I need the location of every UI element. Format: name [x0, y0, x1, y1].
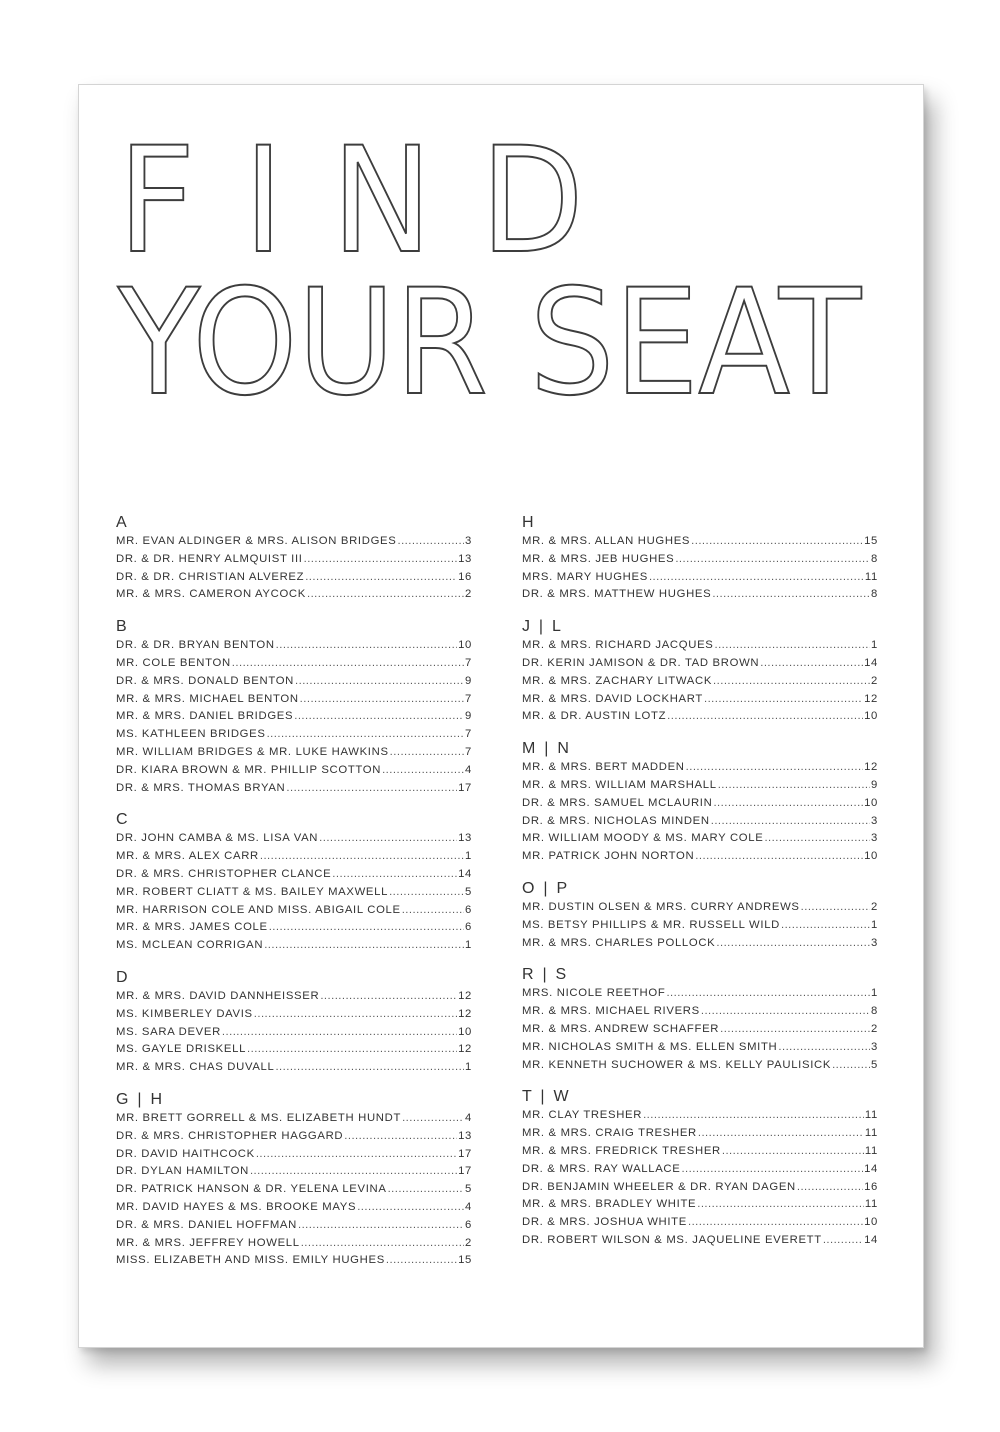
guest-name: DR. & DR. BRYAN BENTON: [116, 639, 275, 652]
dot-leader: [649, 569, 864, 587]
guest-row: [522, 533, 878, 551]
guest-name: MR. & MRS. ALLAN HUGHES: [522, 535, 691, 547]
guest-row: [522, 569, 878, 587]
dot-leader: [716, 935, 870, 953]
guest-row: [522, 1232, 878, 1250]
dot-leader: [304, 551, 457, 569]
guest-row: [522, 1003, 878, 1021]
guest-name: MR. NICHOLAS SMITH & MS. ELLEN SMITH: [522, 1040, 778, 1053]
guest-name: DR. & MRS. DONALD BENTON: [116, 674, 295, 687]
guest-name: MR. & MRS. RICHARD JACQUES: [522, 639, 714, 652]
letter-section: [522, 965, 878, 1074]
dot-leader: [320, 988, 457, 1006]
guest-name: DR. BENJAMIN WHEELER & DR. RYAN DAGEN: [522, 1180, 796, 1193]
guest-row: [116, 866, 472, 884]
guest-row: [116, 1199, 472, 1217]
guest-row: [116, 744, 472, 762]
guest-name: MR. BRETT GORRELL & MS. ELIZABETH HUNDT: [116, 1111, 402, 1124]
table-number: 13: [458, 552, 472, 565]
dot-leader: [722, 1143, 864, 1161]
guest-row: [522, 1161, 878, 1179]
dot-leader: [697, 1196, 864, 1214]
section-letter-heading: T | W: [522, 1088, 571, 1106]
guest-name: MR. & MRS. CAMERON AYCOCK: [116, 588, 306, 601]
table-number: 1: [871, 639, 878, 652]
guest-row: [116, 1006, 472, 1024]
guest-row: [116, 708, 472, 726]
guest-row: [522, 1125, 878, 1143]
dot-leader: [390, 744, 464, 762]
dot-leader: [675, 551, 870, 569]
dot-leader: [760, 655, 863, 673]
dot-leader: [254, 1006, 457, 1024]
section-letter-heading: B: [116, 618, 129, 636]
table-number: 5: [465, 1183, 472, 1196]
guest-row: [522, 985, 878, 1003]
table-number: 1: [871, 987, 878, 1000]
section-letter-heading: D: [116, 968, 130, 986]
letter-section: [116, 513, 472, 604]
guest-row: [116, 1163, 472, 1181]
dot-leader: [698, 1125, 864, 1143]
guest-row: [116, 1041, 472, 1059]
guest-name: DR. JOHN CAMBA & MS. LISA VAN: [116, 832, 319, 845]
table-number: 11: [864, 1127, 878, 1140]
table-number: 8: [871, 1005, 878, 1018]
section-letter-heading: R | S: [522, 966, 569, 984]
dot-leader: [305, 569, 457, 587]
guest-name: DR. & MRS. CHRISTOPHER HAGGARD: [116, 1129, 344, 1142]
dot-leader: [715, 637, 871, 655]
dot-leader: [704, 691, 863, 709]
table-number: 1: [465, 1061, 472, 1074]
guest-row: [116, 1217, 472, 1235]
dot-leader: [713, 673, 870, 691]
letter-section: [522, 513, 878, 604]
dot-leader: [307, 586, 464, 604]
guest-row: [116, 551, 472, 569]
guest-row: [116, 762, 472, 780]
dot-leader: [386, 1252, 457, 1270]
table-number: 2: [871, 1022, 878, 1035]
title-line-find: FIND: [118, 116, 633, 286]
section-letter-heading: J | L: [522, 618, 564, 636]
table-number: 3: [871, 936, 878, 949]
guest-name: MR. DAVID HAYES & MS. BROOKE MAYS: [116, 1200, 357, 1213]
dot-leader: [276, 637, 457, 655]
table-number: 7: [465, 656, 472, 669]
dot-leader: [389, 884, 464, 902]
dot-leader: [275, 1059, 464, 1077]
guest-name: MISS. ELIZABETH AND MISS. EMILY HUGHES: [116, 1254, 385, 1267]
guest-name: MS. BETSY PHILLIPS & MR. RUSSELL WILD: [522, 918, 780, 931]
guest-name: MS. KATHLEEN BRIDGES: [116, 728, 266, 741]
guest-row: [116, 937, 472, 955]
guest-row: [522, 637, 878, 655]
table-number: 7: [465, 745, 472, 758]
dot-leader: [264, 937, 464, 955]
guest-name: MR. KENNETH SUCHOWER & MS. KELLY PAULISICK: [522, 1058, 832, 1071]
table-number: 8: [871, 552, 878, 565]
guest-name: MR. & MRS. MICHAEL RIVERS: [522, 1005, 700, 1018]
guest-row: [522, 708, 878, 726]
dot-leader: [801, 899, 870, 917]
guest-name: MR. & MRS. ANDREW SCHAFFER: [522, 1022, 720, 1035]
table-number: 8: [871, 588, 878, 601]
guest-row: [116, 988, 472, 1006]
guest-row: [116, 848, 472, 866]
guest-name: DR. DYLAN HAMILTON: [116, 1165, 249, 1178]
guest-name: MS. GAYLE DRISKELL: [116, 1043, 247, 1056]
dot-leader: [712, 586, 870, 604]
table-number: 17: [458, 1165, 472, 1178]
guest-name: DR. & MRS. DANIEL HOFFMAN: [116, 1218, 297, 1231]
guest-name: MR. HARRISON COLE AND MISS. ABIGAIL COLE: [116, 903, 401, 916]
guest-name: MR. COLE BENTON: [116, 656, 231, 669]
table-number: 2: [465, 588, 472, 601]
table-number: 11: [864, 1144, 878, 1157]
dot-leader: [402, 1110, 464, 1128]
guest-name: DR. & MRS. THOMAS BRYAN: [116, 781, 286, 794]
dot-leader: [688, 1214, 863, 1232]
guest-row: [522, 673, 878, 691]
dot-leader: [260, 848, 464, 866]
guest-name: MR. & MRS. WILLIAM MARSHALL: [522, 778, 717, 791]
guest-row: [116, 586, 472, 604]
table-number: 12: [458, 1007, 472, 1020]
dot-leader: [666, 985, 870, 1003]
table-number: 15: [458, 1254, 472, 1267]
table-number: 9: [465, 674, 472, 687]
guest-row: [116, 1110, 472, 1128]
letter-section: [522, 1087, 878, 1249]
dot-leader: [797, 1179, 863, 1197]
table-number: 11: [864, 570, 878, 583]
guest-name: DR. & DR. CHRISTIAN ALVEREZ: [116, 570, 305, 583]
table-number: 9: [465, 710, 472, 723]
dot-leader: [298, 1217, 464, 1235]
guest-row: [522, 813, 878, 831]
guest-row: [522, 935, 878, 953]
guest-name: DR. & MRS. RAY WALLACE: [522, 1162, 681, 1175]
dot-leader: [713, 795, 863, 813]
table-number: 6: [465, 1218, 472, 1231]
letter-section: [116, 1090, 472, 1270]
dot-leader: [357, 1199, 464, 1217]
letter-section: [116, 617, 472, 797]
guest-name: MR. & MRS. JEFFREY HOWELL: [116, 1236, 300, 1249]
table-number: 10: [864, 1216, 878, 1229]
guest-row: [116, 1235, 472, 1253]
section-letter-heading: H: [522, 514, 536, 531]
guest-row: [522, 551, 878, 569]
table-number: 2: [465, 1236, 472, 1249]
dot-leader: [332, 866, 457, 884]
dot-leader: [764, 830, 870, 848]
dot-leader: [301, 1235, 464, 1253]
section-letter-heading: G | H: [116, 1090, 165, 1108]
dot-leader: [397, 533, 464, 551]
table-number: 12: [864, 761, 878, 774]
guest-name: MR. WILLIAM BRIDGES & MR. LUKE HAWKINS: [116, 745, 389, 758]
table-number: 17: [458, 1147, 472, 1160]
dot-leader: [402, 902, 464, 920]
table-number: 11: [864, 1198, 878, 1211]
table-number: 3: [871, 814, 878, 827]
table-number: 15: [864, 535, 878, 547]
guest-name: MR. & MRS. DANIEL BRIDGES: [116, 710, 294, 723]
table-number: 5: [465, 885, 472, 898]
guest-name: MR. & DR. AUSTIN LOTZ: [522, 710, 667, 723]
guest-row: [522, 795, 878, 813]
guest-name: DR. ROBERT WILSON & MS. JAQUELINE EVERETT: [522, 1233, 822, 1246]
table-number: 1: [871, 918, 878, 931]
guest-name: MR. & MRS. MICHAEL BENTON: [116, 692, 299, 705]
guest-row: [116, 1252, 472, 1270]
guest-row: [522, 655, 878, 673]
guest-name: DR. & MRS. JOSHUA WHITE: [522, 1216, 687, 1229]
table-number: 2: [871, 900, 878, 913]
guest-name: MS. KIMBERLEY DAVIS: [116, 1007, 253, 1020]
table-number: 10: [458, 639, 472, 652]
guest-row: [116, 780, 472, 798]
guest-name: MR. & MRS. FREDRICK TRESHER: [522, 1144, 721, 1157]
guest-row: [522, 1196, 878, 1214]
table-number: 1: [465, 939, 472, 952]
guest-name: MR. EVAN ALDINGER & MRS. ALISON BRIDGES: [116, 535, 397, 547]
dot-leader: [232, 655, 464, 673]
table-number: 9: [871, 778, 878, 791]
table-number: 6: [465, 921, 472, 934]
dot-leader: [256, 1146, 457, 1164]
table-number: 10: [864, 850, 878, 863]
guest-name: MR. CLAY TRESHER: [522, 1109, 643, 1122]
guest-row: [522, 691, 878, 709]
table-number: 3: [465, 535, 472, 547]
guest-name: MR. WILLIAM MOODY & MS. MARY COLE: [522, 832, 764, 845]
guest-row: [116, 884, 472, 902]
dot-leader: [643, 1107, 864, 1125]
table-number: 10: [458, 1025, 472, 1038]
guest-row: [116, 533, 472, 551]
guest-row: [522, 759, 878, 777]
dot-leader: [250, 1163, 457, 1181]
guest-row: [522, 1107, 878, 1125]
guest-name: MR. & MRS. BERT MADDEN: [522, 761, 685, 774]
guest-row: [522, 1039, 878, 1057]
guest-name: DR. PATRICK HANSON & DR. YELENA LEVINA: [116, 1183, 387, 1196]
table-number: 13: [458, 832, 472, 845]
dot-leader: [319, 830, 457, 848]
guest-row: [522, 1179, 878, 1197]
guest-row: [116, 1059, 472, 1077]
dot-leader: [295, 673, 464, 691]
guest-name: MS. MCLEAN CORRIGAN: [116, 939, 264, 952]
guest-row: [522, 1143, 878, 1161]
table-number: 3: [871, 1040, 878, 1053]
guest-name: DR. KERIN JAMISON & DR. TAD BROWN: [522, 656, 760, 669]
guest-row: [116, 830, 472, 848]
guest-row: [116, 1181, 472, 1199]
guest-column-right: [522, 513, 878, 1263]
guest-row: [522, 1214, 878, 1232]
table-number: 12: [458, 1043, 472, 1056]
dot-leader: [823, 1232, 863, 1250]
dot-leader: [294, 708, 464, 726]
title-line-your-seat: YOUR SEAT: [118, 258, 861, 428]
guest-name: DR. DAVID HAITHCOCK: [116, 1147, 255, 1160]
dot-leader: [701, 1003, 870, 1021]
letter-section: [522, 739, 878, 866]
guest-name: DR. & DR. HENRY ALMQUIST III: [116, 552, 303, 565]
dot-leader: [300, 691, 464, 709]
dot-leader: [686, 759, 863, 777]
guest-name: DR. & MRS. MATTHEW HUGHES: [522, 588, 712, 601]
guest-name: DR. & MRS. NICHOLAS MINDEN: [522, 814, 710, 827]
guest-name: MR. & MRS. CHARLES POLLOCK: [522, 936, 716, 949]
guest-name: MR. & MRS. CRAIG TRESHER: [522, 1127, 697, 1140]
guest-name: MR. DUSTIN OLSEN & MRS. CURRY ANDREWS: [522, 900, 800, 913]
guest-name: MR. & MRS. JAMES COLE: [116, 921, 268, 934]
dot-leader: [711, 813, 870, 831]
table-number: 13: [458, 1129, 472, 1142]
dot-leader: [681, 1161, 863, 1179]
dot-leader: [286, 780, 457, 798]
table-number: 17: [458, 781, 472, 794]
guest-name: MR. & MRS. DAVID DANNHEISSER: [116, 989, 320, 1002]
guest-row: [116, 1024, 472, 1042]
table-number: 2: [871, 674, 878, 687]
guest-row: [522, 777, 878, 795]
table-number: 6: [465, 903, 472, 916]
guest-row: [116, 902, 472, 920]
guest-name: MR. & MRS. ALEX CARR: [116, 850, 259, 863]
table-number: 7: [465, 692, 472, 705]
guest-row: [116, 569, 472, 587]
table-number: 10: [864, 796, 878, 809]
table-number: 12: [864, 692, 878, 705]
guest-name: MR. & MRS. JEB HUGHES: [522, 552, 675, 565]
guest-row: [522, 899, 878, 917]
dot-leader: [695, 848, 863, 866]
guest-name: DR. & MRS. CHRISTOPHER CLANCE: [116, 867, 332, 880]
dot-leader: [667, 708, 863, 726]
guest-row: [522, 830, 878, 848]
table-number: 10: [864, 710, 878, 723]
guest-name: MS. SARA DEVER: [116, 1025, 221, 1038]
section-letter-heading: O | P: [522, 879, 570, 897]
dot-leader: [344, 1128, 457, 1146]
guest-row: [116, 1128, 472, 1146]
table-number: 3: [871, 832, 878, 845]
letter-section: [522, 879, 878, 952]
letter-section: [522, 617, 878, 726]
guest-name: MR. ROBERT CLIATT & MS. BAILEY MAXWELL: [116, 885, 389, 898]
table-number: 11: [864, 1109, 878, 1122]
table-number: 16: [458, 570, 472, 583]
table-number: 14: [864, 1233, 878, 1246]
guest-name: MR. & MRS. CHAS DUVALL: [116, 1061, 275, 1074]
guest-row: [522, 848, 878, 866]
dot-leader: [267, 726, 464, 744]
guest-name: MR. PATRICK JOHN NORTON: [522, 850, 695, 863]
table-number: 14: [864, 656, 878, 669]
letter-section: [116, 810, 472, 955]
dot-leader: [382, 762, 464, 780]
guest-name: MR. & MRS. BRADLEY WHITE: [522, 1198, 697, 1211]
table-number: 4: [465, 1200, 472, 1213]
dot-leader: [269, 919, 464, 937]
dot-leader: [720, 1021, 870, 1039]
dot-leader: [778, 1039, 870, 1057]
section-letter-heading: M | N: [522, 740, 572, 758]
guest-name: MR. & MRS. ZACHARY LITWACK: [522, 674, 713, 687]
section-letter-heading: A: [116, 514, 129, 531]
table-number: 14: [864, 1162, 878, 1175]
guest-name: MR. & MRS. DAVID LOCKHART: [522, 692, 703, 705]
guest-name: MRS. NICOLE REETHOF: [522, 987, 666, 1000]
dot-leader: [247, 1041, 457, 1059]
guest-column-left: [116, 513, 472, 1283]
guest-row: [116, 673, 472, 691]
guest-row: [522, 1021, 878, 1039]
dot-leader: [781, 917, 870, 935]
table-number: 4: [465, 1111, 472, 1124]
guest-row: [116, 1146, 472, 1164]
table-number: 14: [458, 867, 472, 880]
table-number: 4: [465, 763, 472, 776]
guest-row: [116, 637, 472, 655]
guest-name: MRS. MARY HUGHES: [522, 570, 648, 583]
table-number: 5: [871, 1058, 878, 1071]
guest-name: DR. & MRS. SAMUEL MCLAURIN: [522, 796, 713, 809]
section-letter-heading: C: [116, 811, 130, 829]
table-number: 12: [458, 989, 472, 1002]
dot-leader: [718, 777, 870, 795]
letter-section: [116, 968, 472, 1077]
guest-row: [522, 917, 878, 935]
table-number: 7: [465, 728, 472, 741]
guest-row: [116, 919, 472, 937]
guest-name: DR. KIARA BROWN & MR. PHILLIP SCOTTON: [116, 763, 382, 776]
table-number: 1: [465, 850, 472, 863]
guest-row: [116, 726, 472, 744]
dot-leader: [691, 533, 863, 551]
table-number: 16: [864, 1180, 878, 1193]
guest-row: [522, 1057, 878, 1075]
dot-leader: [222, 1024, 457, 1042]
guest-row: [116, 691, 472, 709]
dot-leader: [388, 1181, 464, 1199]
guest-row: [116, 655, 472, 673]
guest-row: [522, 586, 878, 604]
dot-leader: [832, 1057, 870, 1075]
